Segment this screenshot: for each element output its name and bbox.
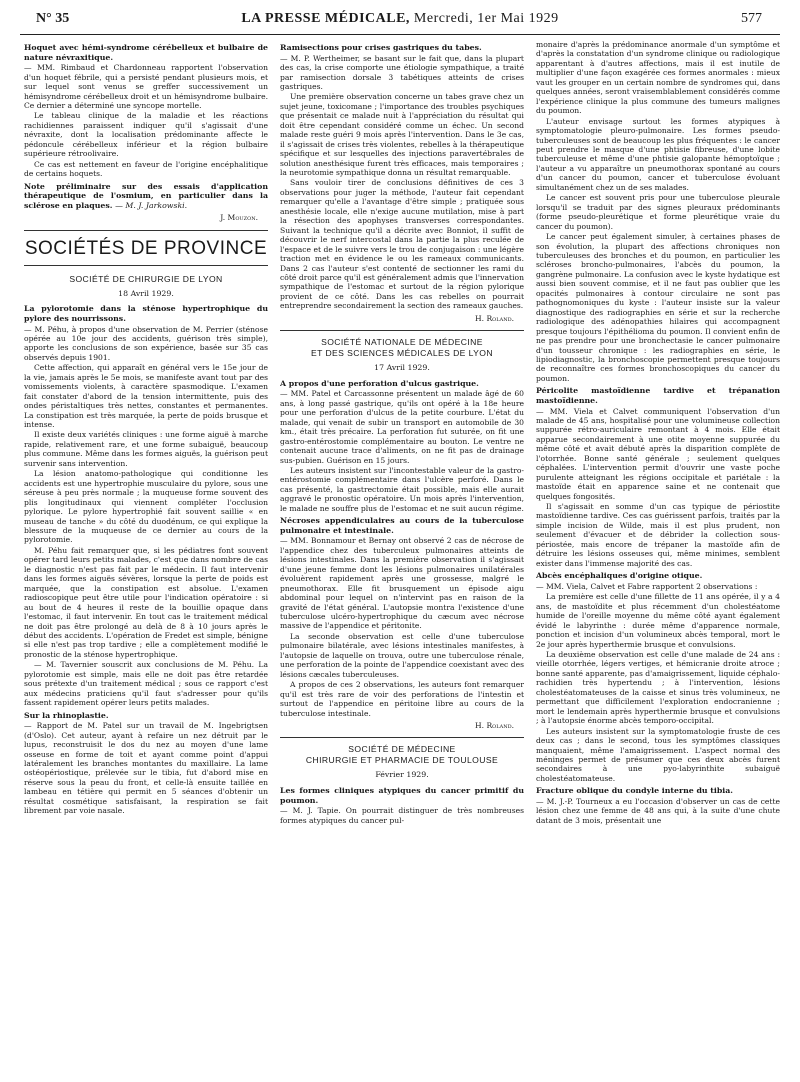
paragraph: — MM. Viela, Calvet et Fabre rapportent 2 observations : [536,581,758,591]
paragraph: A propos de ces 2 observations, les auteurs font remarquer qu'il est très rare de voir des perforations de l'intestin et surtout de l'appendice en péritoine libre au cours de la tuberculose intestinale. [280,680,524,718]
paragraph: Il s'agissait en somme d'un cas typique de périostite mastoïdienne tardive. Ces cas guérissent parfois, traités par la simple incision de Wilde, mais il est plus prudent, non seulement d'évacuer et de débrider la collection sous-périostée, mais encore de trépaner la mastoïde afin de détruire les lésions osseuses qui, même minimes, semblent exister dans l'immense majorité des cas. [536,502,780,568]
paragraph: monaire d'après la prédominance anormale d'un symptôme et d'après la constatation d'un syndrome clinique ou radiologique apparentant à d'autres affections, mais il est inutile de multiplier d'une façon exagérée ces formes anormales : mieux vaut les grouper en un certain nombre de syndromes qui, dans quelques années, seront vraisemblablement considérés comme l'expérience clinique la plus commune des tumeurs malignes du poumon. [536,40,780,116]
paragraph: La lésion anatomo-pathologique qui conditionne les accidents est une hypertrophie musculaire du pylore, sous une séreuse à peu près normale ; la muqueuse forme souvent des plis longitudinaux qui viennent compléter l'occlusion pylorique. Le pylore hypertrophié fait souvent saillie « en museau de tanche » du côté du duodénum, ce qui explique la blessure de la muqueuse de ce dernier au cours de la pylorotomie. [24,469,268,545]
session-date: 17 Avril 1929. [374,363,430,373]
paragraph: Cette affection, qui apparaît en général vers le 15e jour de la vie, jamais après le 5e mois, se manifeste avant tout par des vomissements violents, à caractère spasmodique. L'examen fait constater d'abord de la tension intermittente, puis des ondes péristaltiques très nettes, constantes et permanentes. La constipation est très marquée, la perte de poids brusque et intense. [24,363,268,430]
paragraph: — MM. Rimbaud et Chardonneau rapportent l'observation d'un hoquet fébrile, qui a persisté pendant plusieurs mois, et sur lequel sont venus se greffer successivement un hémisyndrome cérébelleux droit et un hémisyndrome bulbaire. Ce dernier a déterminé une syncope mortelle. [24,63,268,110]
paragraph: La deuxième observation est celle d'une malade de 24 ans : vieille otorrhée, légers vertiges, et hémicranie droite atroce ; bonne santé apparente, pas d'amaigrissement, liquide céphalo-rachidien très hypertendu ; à l'intervention, lésions cholestéatomateuses de la caisse et sinus très volumineux, ne permettant que difficilement l'exploration endocranienne ; mort le lendemain après hyperthermie brusque et convulsions ; à l'autopsie énorme abcès temporo-occipital. [536,649,780,726]
society-heading: SOCIÉTÉ NATIONALE DE MÉDECINE ET DES SCIENCES MÉDICALES DE LYON [311,337,493,359]
paragraph: Le tableau clinique de la maladie et les réactions rachidiennes paraissent indiquer qu'il s'agissait d'une névraxite, dont la localisation prédominante affecte le pédoncule cérébelleux inférieur et la région bulbaire supérieure rétroolivaire. [24,111,268,159]
article-title: Sur la rhinoplastie. [24,710,109,720]
society-heading: SOCIÉTÉ DE CHIRURGIE DE LYON [69,273,223,284]
paragraph: — M. P. Wertheimer, se basant sur le fait que, dans la plupart des cas, la crise comporte une étiologie sympathique, a traité par ramisection dorsale 3 tabétiques atteints de crises gastriques. [280,53,524,91]
article-title: Note préliminaire sur des essais d'application thérapeutique de l'osmium, en particulier dans la sclérose en plaques. — M. J. Jarkowski. [24,181,268,210]
section-title: SOCIÉTÉS DE PROVINCE [24,237,268,259]
issue-number: N° 35 [36,11,70,26]
paragraph: M. Péhu fait remarquer que, si les pédiatres font souvent opérer tard leurs petits malades, c'est que dans nombre de cas le diagnostic n'est pas fait par le médecin. Il faut intervenir dans les formes aiguës sévères, lorsque la perte de poids est marquée, que la constipation est absolue. L'examen radioscopique peut être utile pour l'indication opératoire : si au bout de 4 heures il reste de la bouillie opaque dans l'estomac, il faut intervenir. En tout cas le traitement médical ne doit pas être prolongé au delà de 8 à 10 jours après le début des accidents. L'opération de Fredet est simple, bénigne si elle n'est pas trop tardive ; elle a complètement modifié le pronostic de la sténose hypertrophique. [24,545,268,659]
society-heading: SOCIÉTÉ DE MÉDECINE CHIRURGIE ET PHARMACIE DE TOULOUSE [305,744,499,766]
signature: H. Roland. [475,313,514,323]
session-date: Février 1929. [375,770,429,780]
paragraph: — M. Tavernier souscrit aux conclusions de M. Péhu. La pylorotomie est simple, mais elle ne doit pas être retardée sous prétexte d'un traitement médical ; sous ce rapport c'est aux médecins praticiens qu'il faut s'adresser pour qu'ils fassent rapidement opérer leurs petits malades. [24,660,268,708]
column-3 [536,40,780,1076]
article-title: Péricolite mastoïdienne tardive et trépanation mastoïdienne. [536,386,780,405]
signature: H. Roland. [475,721,514,731]
column-1 [24,40,268,1076]
paragraph: — M. J. Tapie. On pourrait distinguer de très nombreuses formes atypiques du cancer pul- [280,806,524,825]
signature: J. Mouzon. [220,213,258,223]
issue-date: Mercredi, 1er Mai 1929 [413,11,559,26]
divider [24,230,268,231]
article-title: La pylorotomie dans la sténose hypertrophique du pylore des nourrissons. [24,304,268,323]
divider [280,737,524,738]
paragraph: — M. J.-P. Tourneux a eu l'occasion d'observer un cas de cette lésion chez une femme de 48 ans qui, à la suite d'une chute datant de 3 mois, présentait une [536,796,780,825]
article-title: Les formes cliniques atypiques du cancer primitif du poumon. [280,785,524,805]
article-title: A propos d'une perforation d'ulcus gastrique. [280,378,479,388]
article-title: Abcès encéphaliques d'origine otique. [536,571,703,581]
paragraph: Une première observation concerne un tabes grave chez un sujet jeune, toxicomane ; l'importance des troubles psychiques que présentait ce malade nuit à l'appréciation du résultat qui doit être cependant considéré comme un échec. Un second malade reste guéri 9 mois après l'intervention. Dans le 3e cas, il s'agissait de crises très violentes, rebelles à la thérapeutique spécifique et sur lesquelles des injections paravertébrales de solution anesthésique furent très efficaces, mais temporaires ; la neurotomie sympathique donna un résultat remarquable. [280,92,524,178]
paragraph: — MM. Bonnamour et Bernay ont observé 2 cas de nécrose de l'appendice chez des tuberculeux pulmonaires atteints de lésions intestinales. Dans la première observation il s'agissait d'une jeune femme dont les lésions pulmonaires unilatérales évoluèrent rapidement après une grossesse, malgré le pneumothorax. Elle fit brusquement un épisode aigu abdominal pour lequel on n'intervint pas en raison de la gravité de l'état général. L'autopsie montra l'existence d'une tuberculose ulcéro-hypertrophique du cæcum avec nécrose massive de l'appendice et péritonite. [280,536,524,631]
article-title: Fracture oblique du condyle interne du tibia. [536,786,734,796]
paragraph: — MM. Patel et Carcassonne présentent un malade âgé de 60 ans, à long passé gastrique, qu'ils ont opéré à la 18e heure pour une perforation d'ulcus de la petite courbure. L'état du malade, qui venait de subir un transport en automobile de 30 km., était très précaire. La perforation fut suturée, on fit une gastro-entérostomie complémentaire au bouton. Le ventre ne contenait aucune trace d'aliments, on ne fit pas de drainage sus-pubien. Guérison en 15 jours. [280,389,524,465]
paragraph: — Rapport de M. Patel sur un travail de M. Ingebrigtsen (d'Oslo). Cet auteur, ayant à refaire un nez détruit par le lupus, reconstruisit le dos du nez au moyen d'une lame osseuse en forme de toit et ayant comme point d'appui latéralement les branches montantes du maxillaire. La lame ostéopériostique, prélevée sur le tibia, fut d'abord mise en réserve sous la peau du front, et celle-là ensuite taillée en lambeau en tétière qui permit en 5 séances d'obtenir un résultat cosmétique satisfaisant, la respiration se fait librement par voie nasale. [24,721,268,816]
running-title [20,11,780,27]
page-header [20,8,780,35]
session-date: 18 Avril 1929. [118,288,174,298]
paragraph: Les auteurs insistent sur l'incontestable valeur de la gastro-entérostomie complémentaire dans l'ulcère perforé. Dans le cas présenté, la gastrectomie était possible, mais elle aurait aggravé le pronostic opératoire. Un mois après l'intervention, le malade ne souffre plus de l'estomac et ne suit aucun régime. [280,465,524,513]
paragraph: Le cancer est souvent pris pour une tuberculose pleurale lorsqu'il se traduit par des signes pleuraux prédominants (forme pseudo-pleurétique et forme pleurétique vraie du cancer du poumon). [536,193,780,231]
column-2 [280,40,524,1076]
paragraph: — MM. Viela et Calvet communiquent l'observation d'un malade de 45 ans, hospitalisé pour une volumineuse collection suppurée rétro-auriculaire remontant à 4 mois. Elle était apparue secondairement à une otite moyenne suppurée du même côté et avait débuté après la disparition complète de l'otorrhée. Bonne santé générale ; seulement quelques céphalées. L'intervention permit d'ouvrir une vaste poche purulente atteignant les régions occipitale et pariétale : la mastoïde était en apparence saine et ne contenait que quelques fongosités. [536,406,780,501]
paragraph: La seconde observation est celle d'une tuberculose pulmonaire bilatérale, avec lésions intestinales manifestes, à l'autopsie de laquelle on trouva, outre une tuberculose rénale, une perforation de la pointe de l'appendice coexistant avec des lésions cæcales tuberculeuses. [280,631,524,679]
paragraph: Les auteurs insistent sur la symptomatologie fruste de ces deux cas ; dans le second, tous les symptômes classiques manquaient, même l'amaigrissement. L'aspect normal des méninges permet de présumer que ces deux abcès furent secondaires à une pyo-labyrinthite subaiguë cholestéatomateuse. [536,726,780,783]
page-number: 577 [741,11,762,26]
paragraph: La première est celle d'une fillette de 11 ans opérée, il y a 4 ans, de mastoïdite et plus récemment d'un cholestéatome humide de l'oreille moyenne du même côté ayant également évidé le labyrinthe : durée même d'apparence normale, ponction et incision d'un volumineux abcès temporal, mort le 2e jour après hyperthermie brusque et convulsions. [536,592,780,649]
article-title: Ramisections pour crises gastriques du tabes. [280,43,482,52]
journal-name: LA PRESSE MÉDICALE, [241,11,410,26]
article-title: Hoquet avec hémi-syndrome cérébelleux et bulbaire de nature névraxitique. [24,43,268,62]
article-author: — M. J. Jarkowski. [115,200,188,210]
paragraph: Sans vouloir tirer de conclusions définitives de ces 3 observations pour juger la méthode, l'auteur fait cependant remarquer qu'elle a l'avantage d'être simple ; pratiquée sous anesthésie locale, elle n'exige aucune mutilation, mise à part la résection des apophyses transverses correspondantes. Suivant la technique qu'il a décrite avec Bonniot, il suffit de découvrir le nerf intercostal dans la partie la plus reculée de l'espace et de le suivre vers le trou de conjugaison : une légère traction met en évidence le ou les rameaux communicants. Dans 2 cas l'auteur s'est contenté de sectionner les rami du côté droit parce qu'il est généralement admis que l'innervation sympathique de l'estomac et surtout de la région pylorique provient de ce côté. Dans les cas rebelles on pourrait entreprendre secondairement la section des rameaux gauches. [280,178,524,311]
paragraph: Le cancer peut également simuler, à certaines phases de son évolution, la plupart des affections chroniques non tuberculeuses des bronches et du poumon, en particulier les scléroses broncho-pulmonaires, l'abcès du poumon, la gangrène pulmonaire. La confusion avec le kyste hydatique est aussi bien souvent commise, et il ne faut pas oublier que les opacités pulmonaires à contour circulaire ne sont pas pathognomoniques du kyste : l'auteur insiste sur la valeur diagnostique des radiographies en série et sur la recherche radiologique des adénopathies hilaires qui accompagnent presque toujours l'épithélioma du poumon. Il convient enfin de ne pas prendre pour une bronchectasie le cancer pulmonaire d'un tousseur chronique : les radiographies en série, le lipiodiagnostic, la bronchoscopie permettent presque toujours de reconnaître ces formes bronchoscopiques du cancer du poumon. [536,232,780,383]
article-title: Nécroses appendiculaires au cours de la tuberculose pulmonaire et intestinale. [280,516,524,535]
divider [280,330,524,331]
paragraph: Ce cas est nettement en faveur de l'origine encéphalitique de certains hoquets. [24,159,268,179]
paragraph: — M. Péhu, à propos d'une observation de M. Perrier (sténose opérée au 10e jour des accidents, guérison très simple), apporte les conclusions de son expérience, basée sur 35 cas observés depuis 1901. [24,324,268,362]
divider [24,265,268,266]
paragraph: Il existe deux variétés cliniques : une forme aiguë à marche rapide, relativement rare, et une forme subaiguë, beaucoup plus commune. Même dans les formes aiguës, la guérison peut survenir sans intervention. [24,430,268,468]
paragraph: L'auteur envisage surtout les formes atypiques à symptomatologie pleuro-pulmonaire. Les formes pseudo-tuberculeuses sont de beaucoup les plus fréquentes : le cancer peut prendre le masque d'une phtisie fibreuse, d'une lobite tuberculeuse et même d'une phtisie galopante hémoptoïque ; l'auteur a vu apparaître un pneumothorax spontané au cours d'un cancer du poumon, cancer et tuberculose évoluant simultanément chez un de ses malades. [536,116,780,192]
